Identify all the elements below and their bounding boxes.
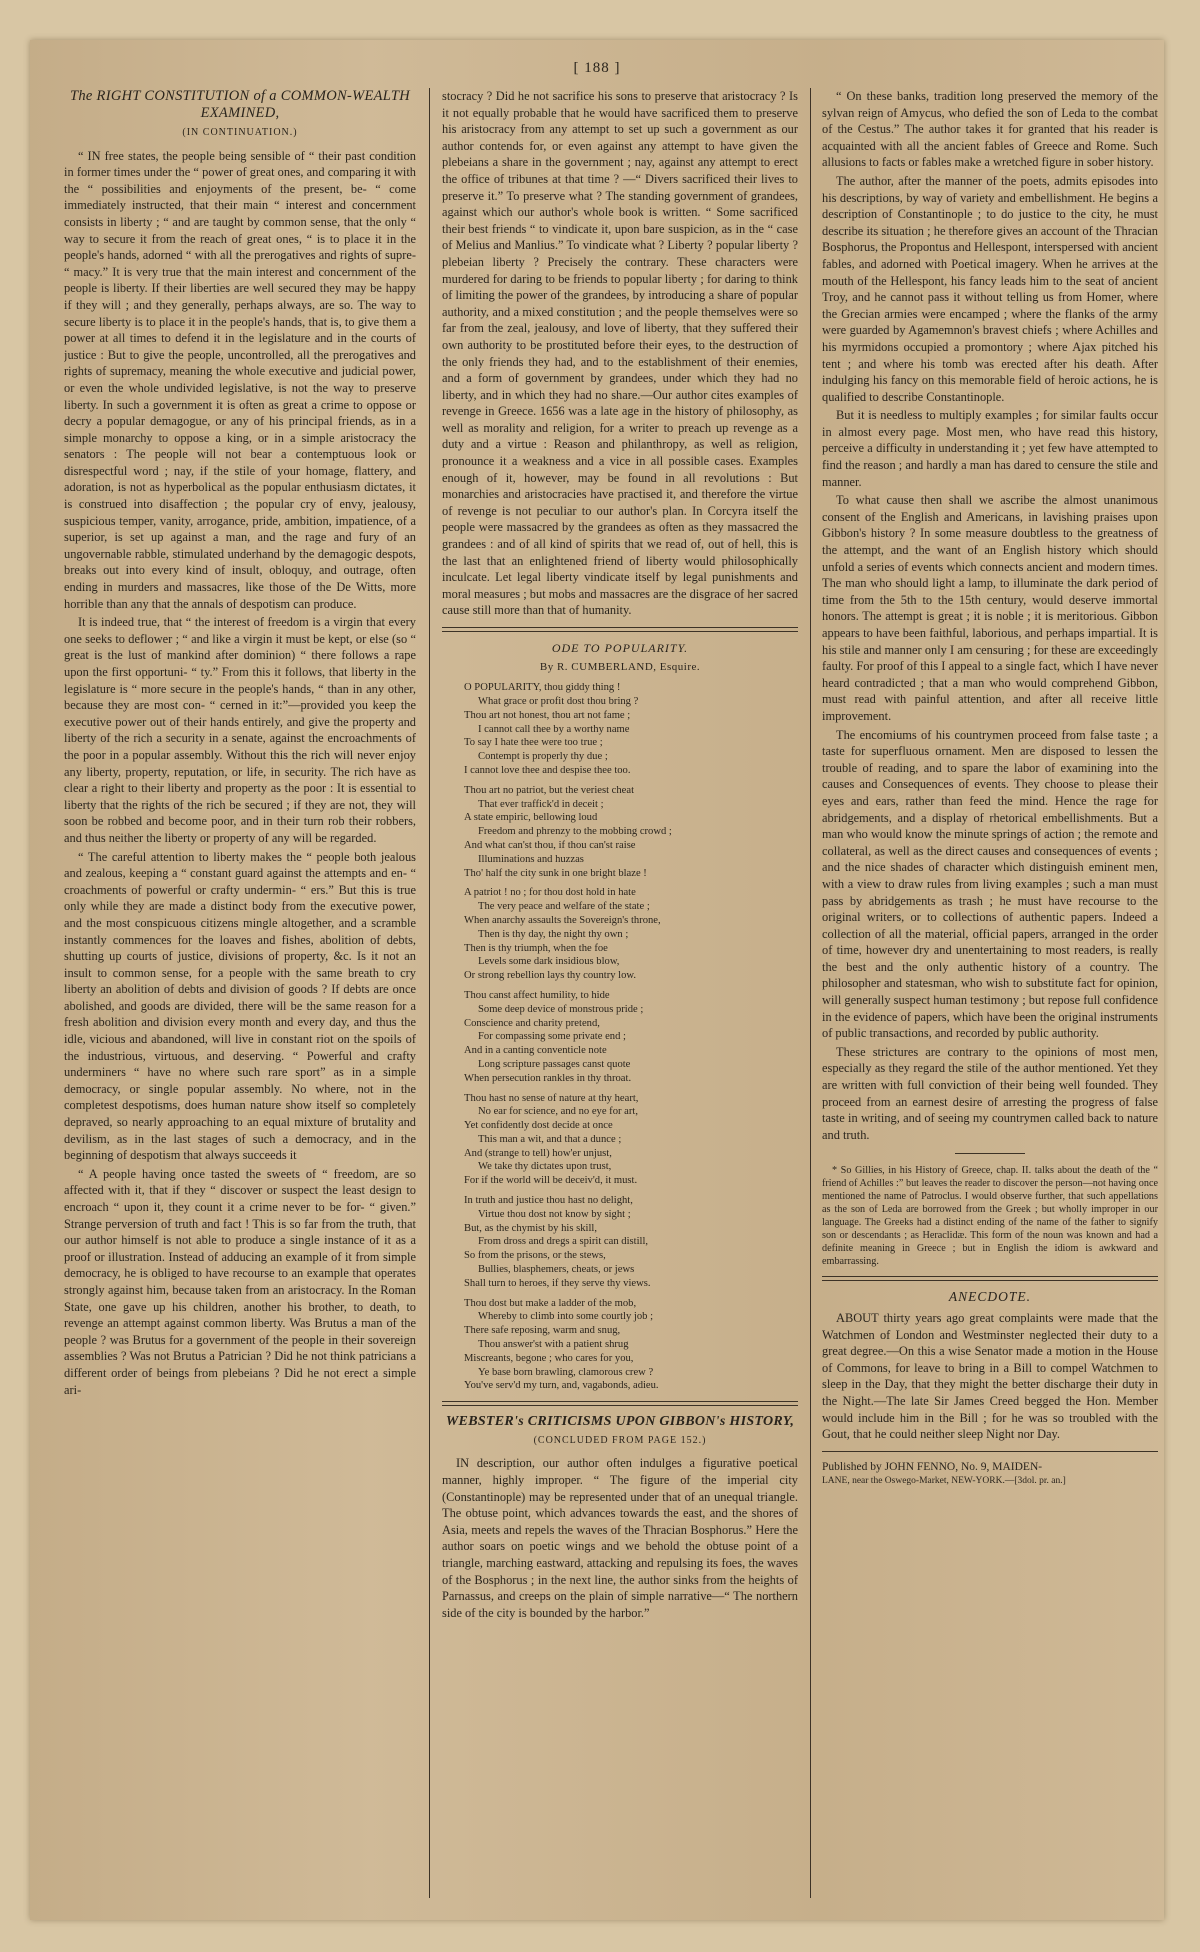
poem-line: Shall turn to heroes, if they serve thy views. [464, 1277, 651, 1289]
poem-line: Thou art not honest, thou art not fame ; [464, 709, 631, 721]
poem-line: Virtue thou dost not know by sight ; [478, 1208, 631, 1220]
poem-line: And what can'st thou, if thou can'st raise [464, 839, 636, 851]
paragraph: “ The careful attention to liberty makes the “ people both jealous and zealous, keeping a “ constant guard against the attempts and en- “ croachments of powerful or crafty undermin- “ ers.” But this is true only while they are made a distinct body from the executive power, and the most conspicuous citizens mingle altogether, and a scramble instantly commences for the loaves and fishes, abolition of debts, shutting up courts of justice, divisions of property, &c. Is it not an insult to common sense, for a people with the same breath to cry liberty an abolition of debts and division of goods ? If debts are once abolished, and goods are divided, there will be the same reason for a fresh abolition and division every month and every day, and thus the idle, vicious and abandoned, will live in constant riot on the spoils of the industrious, virtuous, and deserving. “ Powerful and crafty underminers “ have no where such rare sport” as in a simple democracy, or single popular assembly. No where, not in the completest despotisms, does human nature show itself so completely depraved, so nearly approaching to an equal mixture of brutality and devilism, as in the last stages of such a democracy, and in the beginning of despotism that always succeeds it [64, 849, 416, 1163]
poem-line: A patriot ! no ; for thou dost hold in hate [464, 887, 636, 899]
poem-line: The very peace and welfare of the state ; [478, 901, 650, 913]
anecdote-text: ABOUT thirty years ago great complaints were made that the Watchmen of London and Westminster neglected their duty to a great degree.—On this a wise Senator made a motion in the House of Commons, for leave to bring in a Bill to compel Watchmen to sleep in the Day, that they might the better discharge their duty in the Night.—The late Sir James Creed begged the Hon. Member would include him in the Bill ; for he was so troubled with the Gout, that he could neither sleep Night nor Day. [822, 1311, 1158, 1442]
poem-line: But, as the chymist by his skill, [464, 1222, 598, 1234]
paragraph: IN description, our author often indulges a figurative poetical manner, highly improper. “ The figure of the imperial city (Constantinople) may be represented under that of an unequal triangle. The obtuse point, which advances towards the east, and the shores of Asia, meets and repels the waves of the Thracian Bosphorus.” Here the author soars on poetic wings and we behold the obtuse point of a triangle, marching eastward, attacking and repulsing its foes, the waves of the Bosphorus ; in the next line, the author sinks from the heights of Parnassus, and creeps on the plain of simple narrative—“ The northern side of the city is bounded by the harbor.” [442, 1456, 798, 1620]
section-divider [442, 1401, 798, 1406]
publisher-divider [822, 1451, 1158, 1452]
section-divider [822, 1276, 1158, 1281]
column-rule-right [810, 88, 811, 1898]
paragraph: But it is needless to multiply examples ; for similar faults occur in almost every page. Most men, who have read this history, perceive a difficulty in understanding it ; yet few have attempted to find the reason ; and hardly a man has dared to censure the stile and manner. [822, 408, 1158, 489]
page-number: [ 188 ] [573, 60, 621, 76]
article-heading-webster: WEBSTER's CRITICISMS UPON GIBBON's HISTORY, [445, 1414, 795, 1430]
poem-line: Then is thy day, the night thy own ; [478, 928, 629, 940]
poem-line: I cannot love thee and despise thee too. [464, 764, 631, 776]
paragraph: “ On these banks, tradition long preserved the memory of the sylvan reign of Amycus, who defied the son of Leda to the combat of the Cestus.” The author takes it for granted that his reader is acquainted with all the ancient fables of Greece and Rome. Such allusions to facts or fables make a wretched figure in sober history. [822, 89, 1158, 170]
article-subheading-concluded: (CONCLUDED FROM PAGE 152.) [533, 1434, 707, 1446]
poem-stanza [464, 886, 798, 983]
poem-line: In truth and justice thou hast no delight, [464, 1195, 633, 1207]
poem-line: Thou art no patriot, but the veriest cheat [464, 784, 635, 796]
paragraph: To what cause then shall we ascribe the almost unanimous consent of the English and Americans, in lavishing praises upon Gibbon's history ? In some measure doubtless to the greatness of the attempt, and the want of an English history which should unfold a series of events which connects ancient and modern times. The man who should light a lamp, to illuminate the dark period of time from the 5th to the 15th century, would deserve immortal honors. The attempt is great ; it is noble ; it is meritorious. Gibbon appears to have been faithful, laborious, and perhaps impartial. It is his stile and manner only I am censuring ; for these are exceedingly faulty. For proof of this I appeal to a single fact, which I have never heard contradicted ; that a man who would comprehend Gibbon, must read with painful attention, and after all receive little improvement. [822, 493, 1158, 723]
paragraph: These strictures are contrary to the opinions of most men, especially as they regard the stile of the author mentioned. Yet they are written with full conviction of their being well founded. They proceed from an earnest desire of arresting the progress of false taste in writing, and of seeing my countrymen called back to nature and truth. [822, 1044, 1158, 1142]
paragraph: “ A people having once tasted the sweets of “ freedom, are so affected with it, that if they “ discover or suspect the least design to encroach “ upon it, they count it a crime never to be for- “ given.” Strange perversion of truth and fact ! This is so far from the truth, that our author himself is not able to produce a single instance of it as a proof or illustration. Instead of adducing an example of it from simple democracy, he is obliged to have recourse to an example that operates strongly against him, because taken from an aristocracy. In the Roman State, one gave up his children, another his brother, to death, to revenge an attempt against common liberty. Was Brutus a man of the people ? was Brutus for a government of the people in their sovereign assemblies ? Was not Brutus a Patrician ? Did he not think patricians a different order of beings from plebeians ? Did he not erect a simple ari- [64, 1166, 416, 1397]
poem-line: Some deep device of monstrous pride ; [478, 1003, 644, 1015]
poem-line: Freedom and phrenzy to the mobbing crowd ; [478, 826, 672, 838]
publisher-line-2: LANE, near the Oswego-Market, NEW-YORK.—[3dol. pr. an.] [822, 1475, 1066, 1486]
poem-line: No ear for science, and no eye for art, [478, 1106, 639, 1118]
footnote: * So Gillies, in his History of Greece, chap. II. talks about the death of the “ friend of Achilles :” but leaves the reader to discover the person—not having once mentioned the name of Patroclus. I would observe further, that such appellations as the son of Leda are borrowed from the Greek ; but wholly improper in our language. The Greeks had a distinct ending of the name of the father to signify son or descendants ; as Heraclidæ. This form of the noun was known and had a definite meaning in Greece ; but in English the idiom is awkward and embarrassing. [822, 1165, 1158, 1268]
poem-line: Long scripture passages canst quote [478, 1058, 631, 1070]
article-heading-constitution: The RIGHT CONSTITUTION of a COMMON-WEALTH EXAMINED, [69, 88, 411, 121]
publisher-line-1: Published by JOHN FENNO, No. 9, MAIDEN- [822, 1460, 1043, 1473]
poem-line: You've serv'd my turn, and, vagabonds, adieu. [464, 1380, 659, 1392]
anecdote-title: ANECDOTE. [948, 1289, 1032, 1305]
poem-line: When persecution rankles in thy throat. [464, 1072, 632, 1084]
poem-line: Tho' half the city sunk in one bright blaze ! [464, 867, 647, 879]
paragraph: It is indeed true, that “ the interest of freedom is a virgin that every one seeks to deflower ; “ and like a virgin it must be kept, or else (so “ great is the lust of mankind after dominion) “ there follows a rape upon the first opportuni- “ ty.” From this it follows, that liberty in the legislature is “ more secure in the people's hands, “ than in any other, because they are most con- “ cerned in it:”—provided you keep the executive power out of their hands entirely, and give the property and liberty of the rich a security in a senate, against the encroachments of the poor in a popular assembly. Without this the rich will never enjoy any liberty, property, reputation, or life, in security. The rich have as clear a right to their liberty and property as the poor : It is essential to liberty that the rights of the rich be secured ; if they are not, they will soon be robbed and become poor, and in their turn rob their robbers, and thus neither the liberty or property of any will be regarded. [64, 615, 416, 845]
poem-line: A state empiric, bellowing loud [464, 812, 598, 824]
column-rule-left [429, 88, 430, 1898]
poem-author: By R. CUMBERLAND, Esquire. [539, 660, 701, 673]
poem-line: Levels some dark insidious blow, [478, 956, 620, 968]
poem-line: This man a wit, and that a dunce ; [478, 1133, 622, 1145]
section-divider [442, 627, 798, 632]
newspaper-page [30, 40, 1164, 1920]
poem-line: And (strange to tell) how'er unjust, [464, 1147, 612, 1159]
article-subheading-continuation: (IN CONTINUATION.) [182, 127, 298, 138]
poem-line: Yet confidently dost decide at once [464, 1120, 613, 1132]
footnote-divider [955, 1153, 1025, 1154]
paragraph: “ IN free states, the people being sensible of “ their past condition in former times under the “ power of great ones, and comparing it with the “ possibilities and enjoyments of the present, be- “ come immediately instructed, that their main “ interest and concernment consists in liberty ; “ and are taught by common sense, that the only “ way to secure it from the reach of great ones, “ is to place it in the people's hands, adorned “ with all the prerogatives and rights of supre- “ macy.” It is very true that the main interest and concernment of the people is liberty. If their liberties are well secured they may be happy if they will ; and they generally, perhaps always, are so. The way to secure liberty is to place it in the people's hands, that is, to give them a power at all times to defend it in the legislature and in the courts of justice : But to give the people, uncontrolled, all the prerogatives and rights of supremacy, meaning the whole executive and judicial power, or even the whole undivided legislative, is not the way to preserve liberty. In such a government it is often as great a crime to oppose or decry a popular demagogue, or any of his principal friends, as in a simple monarchy to oppose a king, or in a simple aristocracy the senators : The people will not bear a contemptuous look or disrespectful word ; nay, if the stile of your homage, flattery, and adoration, is not as hyperbolical as the popular enthusiasm dictates, it is construed into disaffection ; the popular cry of envy, jealousy, suspicious temper, vanity, arrogance, pride, ambition, impatience, of a superior, is set up against a man, and the rage and fury of an ungovernable rabble, stimulated underhand by the demagogic despots, breaks out into every kind of insult, obloquy, and outrage, often ending in murders and massacres, like those of the De Witts, more horrible than any that the annals of despotism can produce. [64, 148, 416, 611]
poem-line: Or strong rebellion lays thy country low. [464, 970, 637, 982]
poem-line: Thou answer'st with a patient shrug [478, 1339, 629, 1351]
paragraph: The encomiums of his countrymen proceed from false taste ; a taste for superfluous ornament. Men are disposed to lessen the trouble of reading, and to spare the labor of examining into the causes and Consequences of events. They choose to please their eyes and ears, rather than feed the mind. Hence the rage for abridgements, and a display of rhetorical embellishments. But a man who would know the minute springs of action ; the remote and collateral, as well as the direct causes and consequences of events ; and the nice shades of character which distinguish eminent men, with a view to draw rules from living examples ; such a man must pass by abridgements as trash ; he must have recourse to the original writers, or to collections of authentic papers. Indeed a collection of all the material, official papers, arranged in the order of time, however dry and unentertaining to most readers, is really the best and the only authentic history of a country. The philosopher and statesman, who wish to substitute fact for opinion, will generally suspect human testimony ; but repose full confidence in the evidence of papers, which have been the original instruments of public transactions, and recorded by public authority. [822, 727, 1158, 1041]
poem-stanza [464, 681, 798, 778]
poem-stanza [464, 989, 798, 1086]
poem-line: For compassing some private end ; [478, 1031, 626, 1043]
poem-line: We take thy dictates upon trust, [478, 1161, 612, 1173]
poem-line: Bullies, blasphemers, cheats, or jews [478, 1264, 635, 1276]
column-2 [442, 88, 798, 1888]
poem-body [442, 681, 798, 1393]
publisher-imprint [822, 1460, 1158, 1488]
column-1 [64, 88, 416, 1888]
poem-line: Thou canst affect humility, to hide [464, 989, 610, 1001]
poem-line: So from the prisons, or the stews, [464, 1250, 606, 1262]
poem-line: Thou hast no sense of nature at thy heart, [464, 1092, 639, 1104]
poem-line: Contempt is properly thy due ; [478, 751, 608, 763]
poem-line: When anarchy assaults the Sovereign's throne, [464, 914, 661, 926]
poem-line: I cannot call thee by a worthy name [478, 723, 630, 735]
poem-line: Then is thy triumph, when the foe [464, 942, 608, 954]
poem-stanza [464, 1194, 798, 1291]
paragraph: The author, after the manner of the poets, admits episodes into his descriptions, by way of variety and embellishment. He begins a description of Constantinople ; to do justice to the city, he must describe its situation ; he therefore gives an account of the Thracian Bosphorus, the Propontus and Hellespont, interspersed with ancient fables, and adorned with Poetical imagery. When he arrives at the mouth of the Hellespont, his fancy leads him to the seat of ancient Troy, and he cannot pass it without telling us from Homer, where the Grecian armies were encamped ; where the flanks of the army were guarded by Agamemnon's bravest chiefs ; where Achilles and his myrmidons occupied a promontory ; where Ajax pitched his tent ; and where his tomb was erected after his death. After indulging his fancy on this memorable field of heroic actions, he is qualified to describe Constantinople. [822, 173, 1158, 404]
poem-stanza [464, 1297, 798, 1394]
poem-line: What grace or profit dost thou bring ? [478, 695, 639, 707]
poem-line: To say I hate thee were too true ; [464, 737, 603, 749]
poem-line: Whereby to climb into some courtly job ; [478, 1311, 654, 1323]
poem-line: That ever traffick'd in deceit ; [478, 798, 604, 810]
poem-line: Conscience and charity pretend, [464, 1017, 600, 1029]
poem-title: ODE TO POPULARITY. [551, 641, 689, 655]
column-3 [822, 88, 1158, 1888]
poem-line: Miscreants, begone ; who cares for you, [464, 1352, 634, 1364]
poem-line: For if the world will be deceiv'd, it must. [464, 1175, 638, 1187]
poem-line: There safe reposing, warm and snug, [464, 1325, 621, 1337]
paragraph: stocracy ? Did he not sacrifice his sons to preserve that aristocracy ? Is it not equally probable that he would have sacrificed them to preserve his aristocracy from any attempt to set up such a government as our author contends for, or even against any attempt to have given the plebeians a share in the government ; nay, against any attempt to erect the office of tribunes at that time ? —“ Divers sacrificed their lives to preserve it.” To preserve what ? The standing government of grandees, against which our author's whole book is written. “ Some sacrificed their best friends “ to vindicate it, upon bare suspicion, as in the “ case of Melius and Manlius.” To vindicate what ? Liberty ? popular liberty ? plebeian liberty ? Precisely the contrary. These characters were murdered for daring to be friends to popular liberty ; for daring to think of limiting the power of the grandees, by introducing a share of popular authority, and a mixed constitution ; and the people themselves were so far from the zeal, jealousy, and love of liberty, that they suffered their own authority to be prostituted before their eyes, to the destruction of the only friends they had, and to the establishment of their enemies, and a form of government by grandees, under which they had no liberty, and in which they had no share.—Our author cites examples of revenge in Greece. 1656 was a late age in the history of philosophy, as well as morality and religion, for a writer to preach up revenge as a duty and a virtue : Reason and philanthropy, as well as religion, pronounce it a weakness and a vice in all possible cases. Examples enough of it, however, may be found in all revolutions : But monarchies and aristocracies have practised it, and therefore the virtue of revenge is not peculiar to our author's plan. In Corcyra itself the people were massacred by the grandees as often as they massacred the grandees : and of all kind of spirits that we read of, out of hell, this is the last that an enlightened friend of liberty would philosophically inculcate. Let legal liberty vindicate itself by legal punishments and moral measures ; but mobs and massacres are the disgrace of her sacred cause still more than that of humanity. [442, 89, 798, 618]
poem-stanza [464, 784, 798, 881]
poem-line: Thou dost but make a ladder of the mob, [464, 1297, 637, 1309]
poem-stanza [464, 1092, 798, 1189]
poem-line: From dross and dregs a spirit can distill, [478, 1236, 649, 1248]
poem-line: And in a canting conventicle note [464, 1045, 607, 1057]
poem-line: Illuminations and huzzas [478, 853, 584, 865]
poem-line: Ye base born brawling, clamorous crew ? [478, 1366, 654, 1378]
poem-line: O POPULARITY, thou giddy thing ! [464, 682, 621, 694]
